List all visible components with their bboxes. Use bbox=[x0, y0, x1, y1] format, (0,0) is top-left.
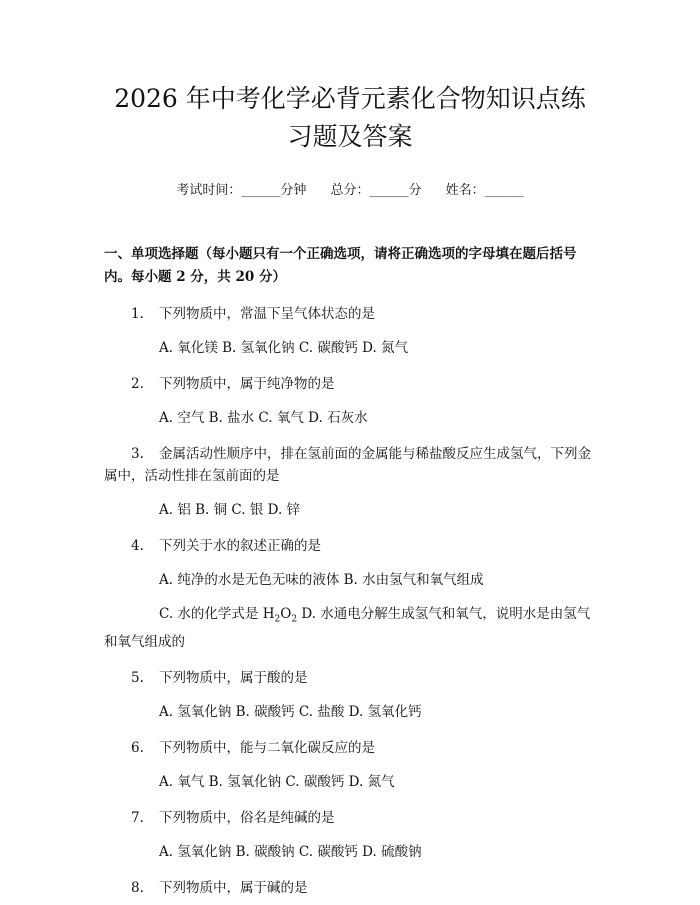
question-number: 2. bbox=[131, 376, 144, 392]
question-stem: 下列物质中，属于纯净物的是 bbox=[159, 376, 335, 392]
question-5 bbox=[104, 667, 596, 723]
question-stem: 下列物质中，能与二氧化碳反应的是 bbox=[159, 739, 375, 756]
question-stem: 下列物质中，俗名是纯碱的是 bbox=[159, 809, 335, 826]
section-heading: 一、单项选择题（每小题只有一个正确选项，请将正确选项的字母填在题后括号内。每小题 2 分，共 20 分） bbox=[104, 246, 577, 285]
question-7 bbox=[104, 807, 596, 863]
question-number: 7. bbox=[131, 809, 144, 826]
exam-time: 考试时间：______分钟 bbox=[176, 183, 307, 198]
question-options: A. 铝 B. 铜 C. 银 D. 锌 bbox=[159, 502, 301, 518]
question-options: A. 氧化镁 B. 氢氧化钠 C. 碳酸钙 D. 氮气 bbox=[159, 340, 409, 356]
question-number: 5. bbox=[131, 669, 144, 686]
page-title: 2026 年中考化学必背元素化合物知识点练习题及答案 bbox=[114, 84, 586, 151]
question-options: A. 氢氧化钠 B. 碳酸钙 C. 盐酸 D. 氢氧化钙 bbox=[159, 703, 422, 720]
exam-info bbox=[104, 181, 596, 201]
question-number: 8. bbox=[131, 879, 144, 896]
exam-score: 总分：______分 bbox=[330, 183, 422, 198]
question-options: A. 空气 B. 盐水 C. 氧气 D. 石灰水 bbox=[159, 410, 368, 426]
question-6 bbox=[104, 737, 596, 793]
question-8 bbox=[104, 877, 596, 899]
question-number: 1. bbox=[131, 306, 144, 322]
question-stem: 下列物质中，属于酸的是 bbox=[159, 669, 308, 686]
question-options: A. 氧气 B. 氢氧化钠 C. 碳酸钙 D. 氮气 bbox=[159, 773, 395, 790]
question-options: A. 氢氧化钠 B. 碳酸钠 C. 碳酸钙 D. 硫酸钠 bbox=[159, 843, 422, 860]
question-3 bbox=[104, 443, 596, 521]
question-stem: 下列物质中，属于碱的是 bbox=[159, 879, 308, 896]
question-number: 3. bbox=[131, 446, 144, 462]
question-number: 6. bbox=[131, 739, 144, 756]
question-number: 4. bbox=[131, 538, 144, 554]
question-options-continued: C. 水的化学式是 $H_2O_2$ D. 水通电分解生成氢气和氧气，说明水是由氢气和氧气组成的 bbox=[104, 606, 591, 650]
question-2 bbox=[104, 373, 596, 429]
question-options: A. 纯净的水是无色无味的液体 B. 水由氢气和氧气组成 bbox=[159, 572, 484, 588]
question-stem: 金属活动性顺序中，排在氢前面的金属能与稀盐酸反应生成氢气，下列金属中，活动性排在氢前面的是 bbox=[104, 446, 591, 484]
question-stem: 下列物质中，常温下呈气体状态的是 bbox=[159, 306, 375, 322]
question-stem: 下列关于水的叙述正确的是 bbox=[159, 538, 321, 554]
question-1 bbox=[104, 303, 596, 359]
question-4 bbox=[104, 535, 596, 653]
exam-name: 姓名：______ bbox=[445, 183, 524, 198]
